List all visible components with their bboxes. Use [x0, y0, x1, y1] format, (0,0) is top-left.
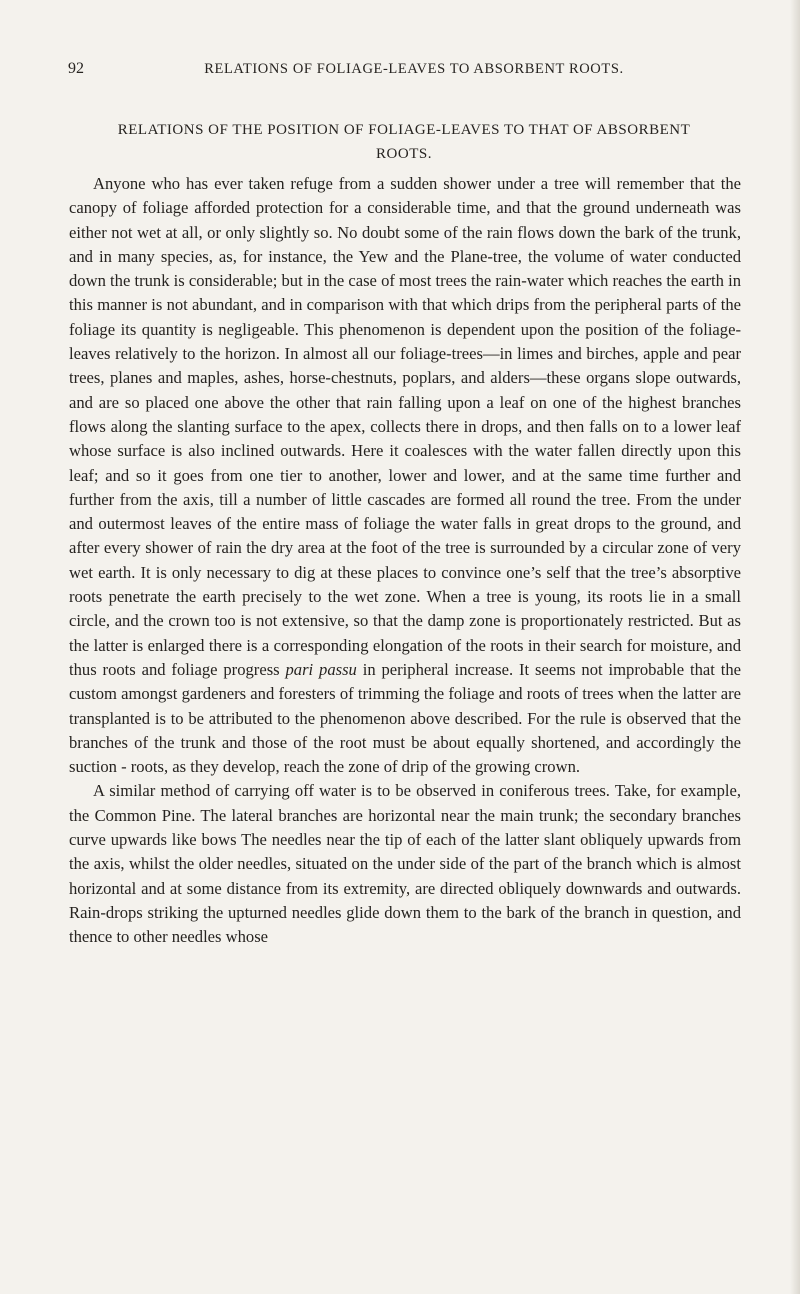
paragraph-1-text-end: in peripheral increase. It seems not improbable that the custom amongst gardeners and foresters of trimming the foliage and roots of trees when the latter are transplanted is to be attributed to the phenomenon above described. For the rule is observed that the branches of the trunk and those of the root must be about equally shortened, and accordingly the suction - roots, as they develop, reach the zone of drip of the growing crown. [69, 659, 741, 777]
section-heading: RELATIONS OF THE POSITION OF FOLIAGE-LEAVES TO THAT OF ABSORBENT ROOTS. [117, 122, 691, 162]
page-edge-shadow [790, 0, 800, 1294]
paragraph-2: A similar method of carrying off water is to be observed in coniferous trees. Take, for example, the Common Pine. The lateral branches are horizontal near the main trunk; the secondary branches curve upwards like bows The needles near the tip of each of the latter slant obliquely upwards from the axis, whilst the older needles, situated on the under side of the part of the branch which is almost horizontal and at some distance from its extremity, are directed obliquely downwards and outwards. Rain-drops striking the upturned needles glide down them to the bark of the branch in question, and thence to other needles whose [69, 781, 741, 947]
running-header [68, 60, 740, 82]
running-title: RELATIONS OF FOLIAGE-LEAVES TO ABSORBENT ROOTS. [204, 61, 624, 77]
page-number: 92 [68, 60, 84, 77]
body-text [69, 172, 741, 950]
paragraph-1 [69, 172, 741, 779]
latin-phrase: pari passu [285, 659, 357, 679]
paragraph-1-text-start: Anyone who has ever taken refuge from a sudden shower under a tree will remember that the canopy of foliage afforded protection for a considerable time, and that the ground underneath was either not wet at all, or only slightly so. No doubt some of the rain flows down the bark of the trunk, and in many species, as, for instance, the Yew and the Plane-tree, the volume of water conducted down the trunk is considerable; but in the case of most trees the rain-water which reaches the earth in this manner is not abundant, and in comparison with that which drips from the peripheral parts of the foliage its quantity is negligeable. This phenomenon is dependent upon the position of the foliage-leaves relatively to the horizon. In almost all our foliage-trees—in limes and birches, apple and pear trees, planes and maples, ashes, horse-chestnuts, poplars, and alders—these organs slope outwards, and are so placed one above the other that rain falling upon a leaf on one of the highest branches flows along the slanting surface to the apex, collects there in drops, and then falls on to a lower leaf whose surface is also inclined outwards. Here it coalesces with the water fallen directly upon this leaf; and so it goes from one tier to another, lower and lower, and at the same time further and further from the axis, till a number of little cascades are formed all round the tree. From the under and outermost leaves of the entire mass of foliage the water falls in great drops to the ground, and after every shower of rain the dry area at the foot of the tree is surrounded by a circular zone of very wet earth. It is only necessary to dig at these places to convince one’s self that the tree’s absorptive roots penetrate the earth precisely to the wet zone. When a tree is young, its roots lie in a small circle, and the crown too is not extensive, so that the damp zone is proportionately restricted. But as the latter is enlarged there is a corresponding elongation of the roots in their search for moisture, and thus roots and foliage progress [69, 174, 741, 679]
